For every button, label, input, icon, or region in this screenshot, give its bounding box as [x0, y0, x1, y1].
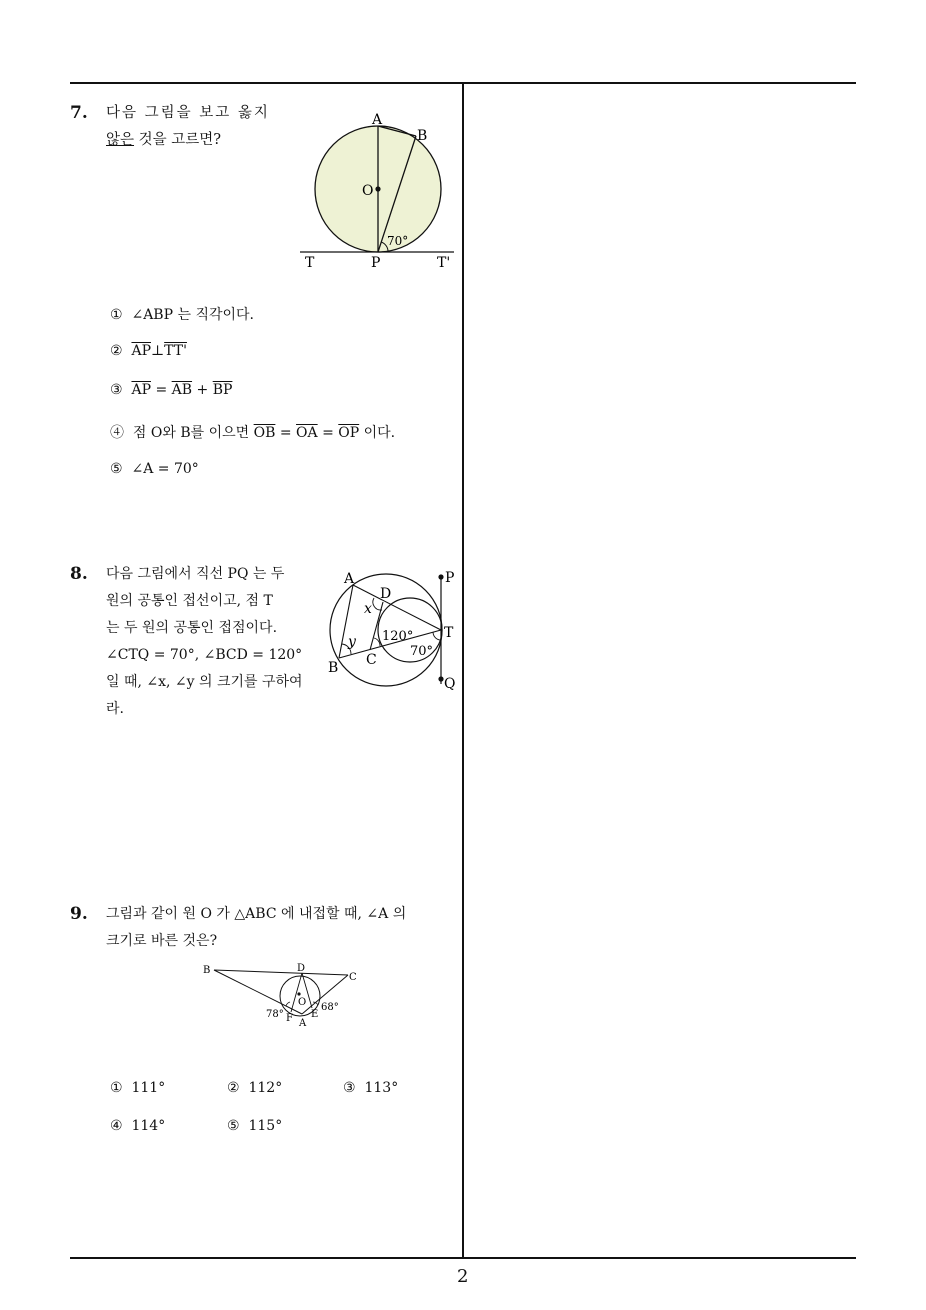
- question-text: [106, 901, 466, 955]
- question-line: [106, 127, 286, 154]
- option[interactable]: [110, 343, 187, 359]
- label-b: B: [328, 660, 339, 676]
- option-mark: ①: [110, 307, 123, 323]
- column-divider: [462, 82, 464, 1259]
- label-q: Q: [444, 676, 456, 692]
- option-part: ⊥: [151, 343, 165, 359]
- question-line: 원의 공통인 접선이고, 점 T: [106, 593, 273, 609]
- label-t: T: [444, 625, 454, 641]
- label-f: F: [286, 1013, 293, 1024]
- side-bc: [214, 970, 348, 975]
- point-q: [438, 676, 443, 681]
- option-part: =: [317, 425, 339, 441]
- label-t-prime: T': [437, 255, 451, 270]
- option-mark: ①: [110, 1080, 123, 1096]
- option-mark: ⑤: [110, 461, 123, 477]
- option-value: 115°: [248, 1118, 283, 1134]
- option-value: 111°: [131, 1080, 166, 1096]
- angle-78-label: 78°: [266, 1009, 284, 1020]
- option[interactable]: [110, 461, 199, 477]
- angle-70-label: 70°: [387, 234, 409, 248]
- label-b: B: [417, 128, 428, 144]
- label-e: E: [311, 1009, 319, 1020]
- option-mark: ④: [110, 425, 124, 441]
- point-p: [438, 574, 443, 579]
- side-ba: [214, 970, 302, 1014]
- option-part: $\overline{AB}$: [171, 382, 193, 398]
- question-text: [106, 561, 316, 723]
- question-line-rest: 것을 고르면?: [134, 132, 222, 148]
- option[interactable]: [343, 1080, 398, 1096]
- option-part: $\overline{AP}$: [131, 382, 151, 398]
- label-x: x: [364, 601, 372, 617]
- option-part: $\overline{OB}$: [253, 425, 276, 441]
- label-a: A: [344, 571, 355, 587]
- option-mark: ④: [110, 1118, 123, 1134]
- question-number: 7.: [70, 103, 88, 123]
- option-part: $\overline{OA}$: [296, 425, 318, 441]
- underlined-word: 않은: [106, 132, 135, 148]
- option-part: $\overline{AP}$: [131, 343, 151, 359]
- option-mark: ②: [227, 1080, 240, 1096]
- q8-figure: [326, 566, 460, 698]
- center-dot: [297, 992, 300, 995]
- question-line: 크기로 바른 것은?: [106, 933, 218, 949]
- option-part: +: [192, 382, 213, 398]
- option-value: 112°: [248, 1080, 283, 1096]
- angle-70-arc: [433, 632, 441, 640]
- angle-70-label: 70°: [410, 644, 434, 659]
- option-part: =: [275, 425, 297, 441]
- question-line: 다음 그림을 보고 옳지: [106, 105, 270, 121]
- option-part: =: [151, 382, 172, 398]
- option-value: 113°: [364, 1080, 399, 1096]
- option-part: ∠ABP 는 직각이다.: [131, 307, 254, 323]
- option[interactable]: [110, 1080, 165, 1096]
- question-line: ∠CTQ = 70°, ∠BCD = 120°: [106, 647, 303, 663]
- option[interactable]: [110, 382, 232, 398]
- question-number: 9.: [70, 904, 88, 924]
- label-d: D: [380, 586, 392, 602]
- option-part: ∠A = 70°: [131, 461, 199, 477]
- option[interactable]: [110, 304, 254, 324]
- question-text: [106, 100, 286, 154]
- option[interactable]: [110, 422, 395, 442]
- option[interactable]: [110, 1118, 165, 1134]
- label-p: P: [371, 255, 381, 270]
- question-number: 8.: [70, 564, 88, 584]
- option-mark: ③: [343, 1080, 356, 1096]
- q7-figure: [296, 108, 460, 270]
- option-text: [131, 343, 187, 359]
- option-value: 114°: [131, 1118, 166, 1134]
- option-text: [131, 307, 254, 323]
- option-text: [133, 425, 395, 441]
- label-o: O: [298, 997, 307, 1008]
- label-b: B: [203, 965, 211, 976]
- label-a: A: [299, 1018, 307, 1029]
- question-line: 다음 그림에서 직선 PQ 는 두: [106, 566, 285, 582]
- option-mark: ③: [110, 382, 123, 398]
- angle-78-arc: [286, 1002, 290, 1006]
- center-dot: [375, 186, 380, 191]
- option-part: $\overline{OP}$: [338, 425, 360, 441]
- option[interactable]: [227, 1080, 282, 1096]
- label-o: O: [362, 183, 374, 199]
- option-text: [131, 461, 198, 477]
- label-d: D: [297, 963, 306, 974]
- option-part: TT': [164, 343, 187, 359]
- label-c: C: [366, 652, 377, 668]
- question-line: 그림과 같이 원 O 가 △ABC 에 내접할 때, ∠A 의: [106, 906, 407, 922]
- question-line: 라.: [106, 701, 124, 717]
- angle-68-label: 68°: [321, 1002, 339, 1013]
- bottom-rule: [70, 1257, 856, 1259]
- label-t: T: [305, 255, 315, 270]
- option-part: $\overline{BP}$: [212, 382, 233, 398]
- option-text: [131, 382, 232, 398]
- angle-120-label: 120°: [382, 629, 414, 644]
- label-a: A: [372, 112, 383, 128]
- page-number: 2: [457, 1266, 469, 1287]
- option-part: 이다.: [359, 425, 396, 441]
- q9-figure: [198, 960, 364, 1032]
- label-c: C: [349, 972, 357, 983]
- option-mark: ②: [110, 343, 123, 359]
- label-p: P: [445, 570, 455, 586]
- option-part: 점 O와 B를 이으면: [132, 425, 254, 441]
- option[interactable]: [227, 1118, 282, 1134]
- question-line: 일 때, ∠x, ∠y 의 크기를 구하여: [106, 674, 303, 690]
- label-y: y: [348, 634, 356, 650]
- question-line: 는 두 원의 공통인 접점이다.: [106, 620, 278, 636]
- option-mark: ⑤: [227, 1118, 240, 1134]
